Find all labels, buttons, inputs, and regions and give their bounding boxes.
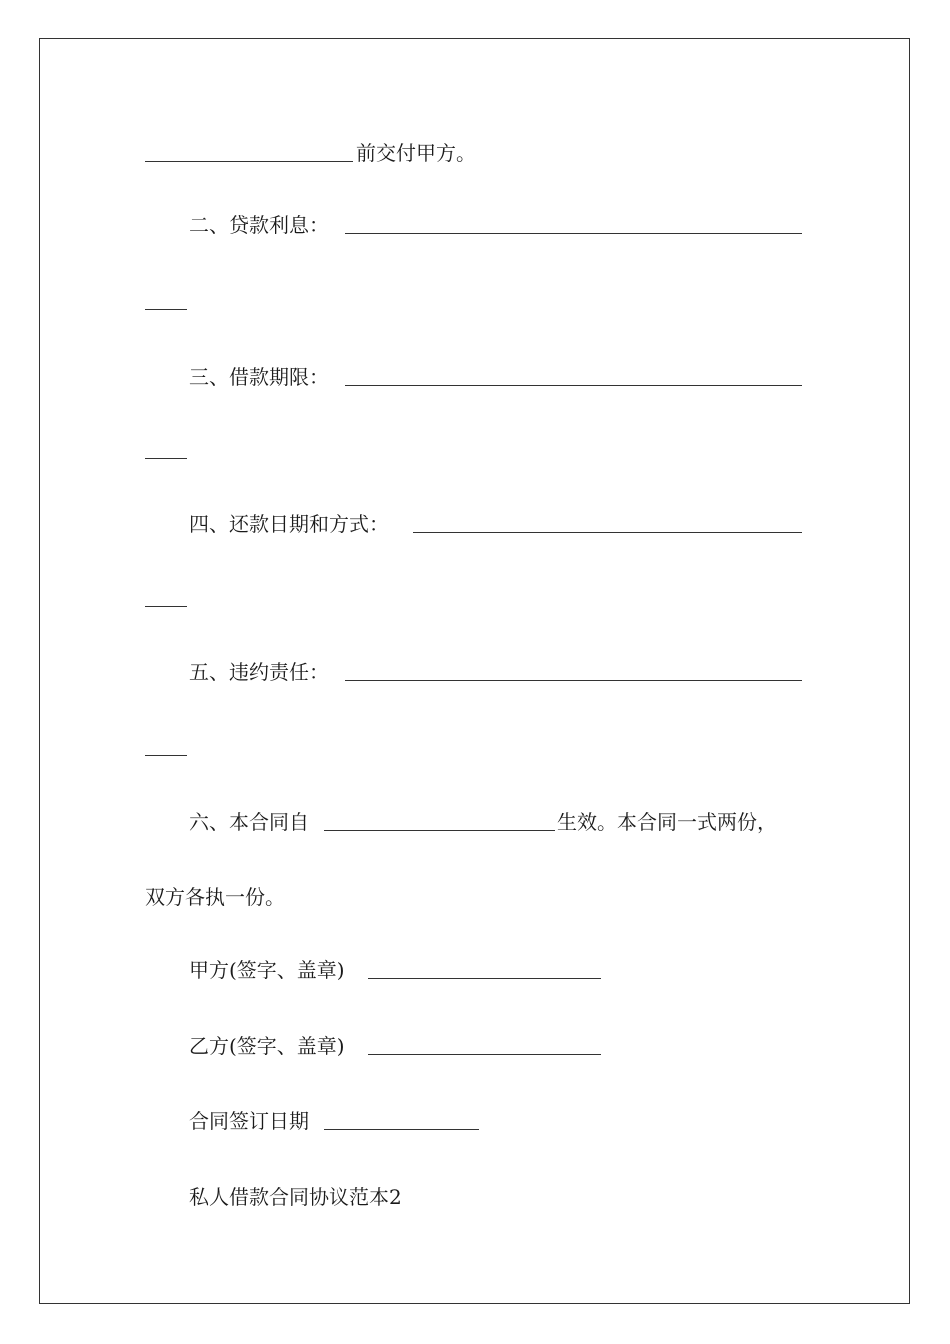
clause-interest-label: 二、贷款利息：	[189, 213, 329, 237]
clause-term	[0, 362, 950, 392]
party-a-label: 甲方(签字、盖章)	[189, 958, 345, 982]
clause-repayment	[0, 509, 950, 539]
clause-effective	[0, 807, 950, 837]
clause-breach-cont	[0, 732, 950, 762]
party-b-label: 乙方(签字、盖章)	[189, 1034, 345, 1058]
clause-interest	[0, 210, 950, 240]
blank-interest[interactable]	[345, 233, 802, 234]
blank-party-b-signature[interactable]	[368, 1054, 601, 1055]
section-heading-text: 私人借款合同协议范本2	[189, 1185, 402, 1209]
blank-term-cont[interactable]	[145, 458, 187, 459]
clause-interest-cont	[0, 286, 950, 316]
line-deliver	[0, 138, 950, 168]
section-heading	[0, 1182, 950, 1212]
blank-breach[interactable]	[345, 680, 802, 681]
clause-effective-cont	[0, 882, 950, 912]
clause-effective-before: 六、本合同自	[189, 810, 309, 834]
blank-repayment[interactable]	[413, 532, 802, 533]
signing-date	[0, 1106, 950, 1136]
blank-repayment-cont[interactable]	[145, 606, 187, 607]
signature-party-a	[0, 955, 950, 985]
clause-repayment-cont	[0, 583, 950, 613]
signature-party-b	[0, 1031, 950, 1061]
blank-signing-date[interactable]	[324, 1129, 479, 1130]
blank-interest-cont[interactable]	[145, 309, 187, 310]
deliver-text: 前交付甲方。	[356, 141, 476, 165]
clause-breach-label: 五、违约责任：	[189, 660, 329, 684]
clause-effective-after: 生效。本合同一式两份，	[557, 810, 777, 834]
clause-repayment-label: 四、还款日期和方式：	[189, 512, 389, 536]
blank-delivery-date[interactable]	[145, 161, 353, 162]
signing-date-label: 合同签订日期	[189, 1109, 309, 1133]
clause-term-label: 三、借款期限：	[189, 365, 329, 389]
clause-term-cont	[0, 435, 950, 465]
blank-term[interactable]	[345, 385, 802, 386]
clause-breach	[0, 657, 950, 687]
blank-party-a-signature[interactable]	[368, 978, 601, 979]
blank-breach-cont[interactable]	[145, 755, 187, 756]
blank-effective-date[interactable]	[324, 830, 555, 831]
clause-effective-cont-text: 双方各执一份。	[145, 885, 285, 909]
